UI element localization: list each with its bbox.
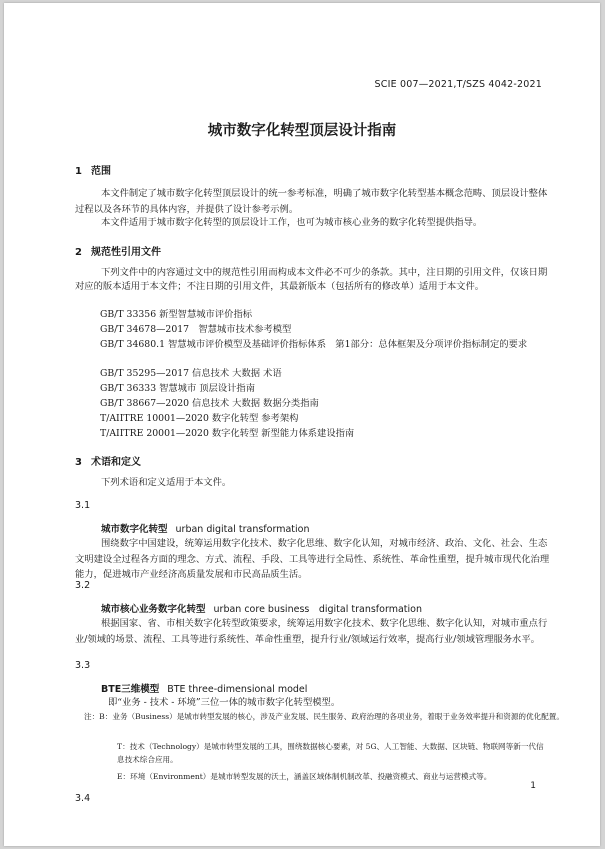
section-number: 2: [75, 247, 82, 258]
term-zh: 城市数字化转型: [101, 524, 168, 535]
term-zh: BTE三维模型: [101, 684, 160, 695]
section-title: 范围: [91, 166, 111, 177]
term-en: urban core business digital transformation: [213, 604, 422, 615]
term-en: urban digital transformation: [175, 524, 310, 535]
page-number: 1: [530, 781, 536, 791]
term-heading: [101, 681, 307, 695]
reference-item: GB/T 36333 智慧城市 顶层设计指南: [100, 383, 256, 394]
term-number: 3.4: [75, 793, 91, 804]
reference-item: GB/T 38667—2020 信息技术 大数据 数据分类指南: [100, 398, 319, 409]
section-1-para-2: 本文件适用于城市数字化转型的顶层设计工作，也可为城市核心业务的数字化转型提供指导。: [101, 217, 483, 228]
term-number: 3.1: [75, 500, 91, 511]
reference-item: GB/T 33356 新型智慧城市评价指标: [100, 309, 253, 320]
reference-item: GB/T 34678—2017 智慧城市技术参考模型: [100, 324, 292, 335]
section-2-intro: 下列文件中的内容通过文中的规范性引用而构成本文件必不可少的条款。其中，注日期的引用文件，仅该日期对应的版本适用于本文件；不注日期的引用文件，其最新版本（包括所有的修改单）适用于本文件。: [75, 267, 548, 292]
section-1-heading: [75, 162, 111, 177]
document-page: [4, 3, 600, 846]
term-note: E：环境（Environment）是城市转型发展的沃土，涵盖区域体制机制改革、投融资模式、商业与运营模式等。: [117, 772, 492, 781]
section-number: 3: [75, 457, 82, 468]
term-definition: 根据国家、省、市相关数字化转型政策要求，统筹运用数字化技术、数字化思维、数字化认知，对城市重点行业/领域的场景、流程、工具等进行系统性、革命性重塑，提升行业/领域运行效率，提高行业/领域管理服务水平。: [75, 618, 548, 645]
reference-text: GB/T 34680.1 智慧城市评价模型及基础评价指标体系 第1部分：总体框架及分项评价指标制定的要求: [100, 339, 528, 350]
term-number: 3.3: [75, 660, 91, 671]
section-title: 术语和定义: [91, 457, 141, 468]
term-definition: 即“业务 - 技术 - 环境”三位一体的城市数字化转型模型。: [108, 697, 341, 708]
section-1-para-1: 本文件制定了城市数字化转型顶层设计的统一参考标准，明确了城市数字化转型基本概念范畴、顶层设计整体过程以及各环节的具体内容，并提供了设计参考示例。: [75, 188, 548, 215]
section-3-heading: [75, 453, 141, 468]
term-definition: 围绕数字中国建设，统筹运用数字化技术、数字化思维、数字化认知，对城市经济、政治、文化、社会、生态文明建设全过程各方面的理念、方式、流程、手段、工具等进行全局性、系统性、革命性重塑，提升城市现代化治理能力，促进城市产业经济高质量发展和市民高品质生活。: [75, 538, 550, 580]
document-title: 城市数字化转型顶层设计指南: [207, 123, 397, 139]
term-note: 注：B：业务（Business）是城市转型发展的核心，涉及产业发展、民生服务、政府治理的各项业务，着眼于业务效率提升和资源的优化配置。: [84, 712, 564, 721]
term-number: 3.2: [75, 580, 91, 591]
term-heading: [101, 601, 422, 615]
standard-code: SCIE 007—2021,T/SZS 4042-2021: [374, 79, 542, 90]
reference-item: GB/T 35295—2017 信息技术 大数据 术语: [100, 368, 282, 379]
term-heading: [101, 521, 309, 535]
term-note: T：技术（Technology）是城市转型发展的工具，围绕数据核心要素，对 5G、人工智能、大数据、区块链、物联网等新一代信息技术综合应用。: [117, 742, 544, 764]
term-zh: 城市核心业务数字化转型: [101, 604, 206, 615]
section-title: 规范性引用文件: [91, 247, 161, 258]
section-3-intro: 下列术语和定义适用于本文件。: [101, 477, 232, 488]
reference-item: T/AIITRE 10001—2020 数字化转型 参考架构: [100, 413, 299, 424]
section-number: 1: [75, 166, 82, 177]
reference-item: T/AIITRE 20001—2020 数字化转型 新型能力体系建设指南: [100, 428, 355, 439]
term-en: BTE three-dimensional model: [167, 684, 308, 695]
reference-item: [100, 338, 550, 352]
section-2-heading: [75, 243, 161, 258]
